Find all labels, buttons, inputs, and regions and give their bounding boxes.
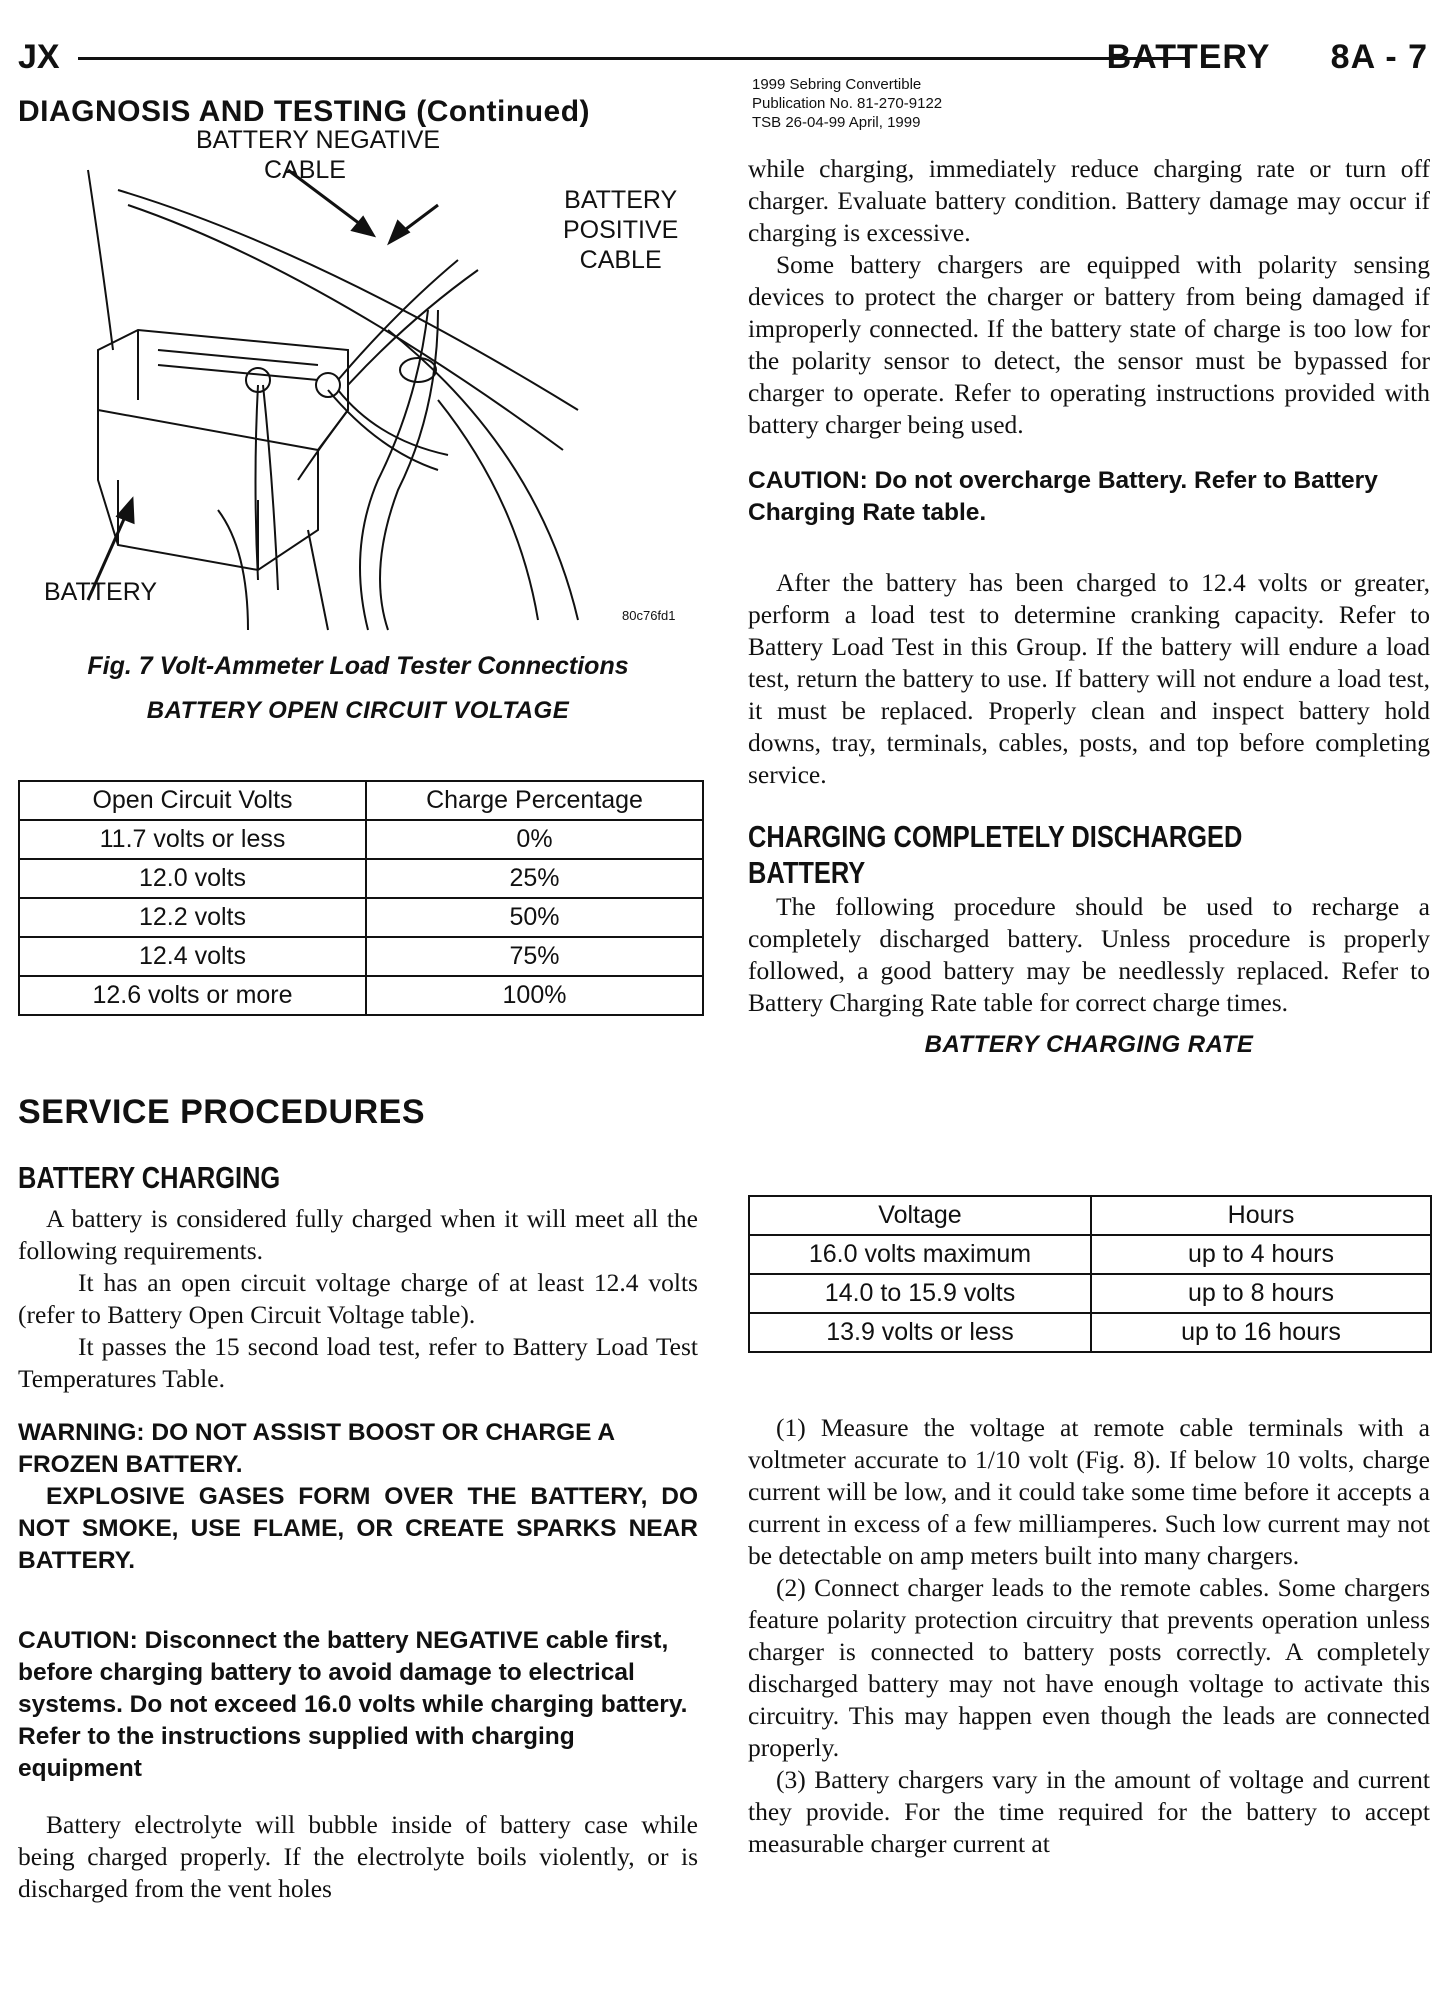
label-positive-cable: BATTERY POSITIVE CABLE [563, 186, 679, 274]
right-column-text [748, 153, 1430, 1059]
table-cell: 25% [366, 859, 703, 898]
section-code: JX [18, 38, 60, 76]
table-cell: 100% [366, 976, 703, 1015]
figure-code: 80c76fd1 [622, 608, 676, 623]
table-header: Voltage [749, 1196, 1091, 1235]
table-cell: 16.0 volts maximum [749, 1235, 1091, 1274]
ocv-table [18, 780, 704, 1016]
tsb-info [752, 75, 942, 132]
table-cell: 12.6 volts or more [19, 976, 366, 1015]
warning-text: WARNING: DO NOT ASSIST BOOST OR CHARGE A FROZEN BATTERY. [18, 1419, 615, 1478]
caution-text: CAUTION: Disconnect the battery NEGATIVE cable first, before charging battery to avoid damage to electrical systems. Do not exceed 16.0 volts while charging battery. Refer to the instructions supplied with charging equipment [18, 1627, 688, 1782]
left-column-text [18, 1203, 698, 1905]
rate-table [748, 1195, 1432, 1353]
table-row [19, 937, 703, 976]
service-procedures-heading: SERVICE PROCEDURES [18, 1093, 426, 1131]
procedure-step: (1) Measure the voltage at remote cable terminals with a voltmeter accurate to 1/10 volt (Fig. 8). If below 10 volts, charge current will be low, and it could take some time before it accepts a current in excess of a few milliamperes. Such low current may not be detectable on amp meters built into many chargers. [748, 1413, 1430, 1570]
table-cell: 14.0 to 15.9 volts [749, 1274, 1091, 1313]
header-rule [78, 57, 1188, 60]
table-header: Open Circuit Volts [19, 781, 366, 820]
table-row [19, 976, 703, 1015]
procedure-step: (3) Battery chargers vary in the amount of voltage and current they provide. For the time required for the battery to accept measurable charger current at [748, 1765, 1430, 1858]
paragraph: The following procedure should be used to recharge a completely discharged battery. Unless procedure is properly followed, a good battery may be needlessly replaced. Refer to Battery Charging Rate table for correct charge times. [748, 892, 1430, 1017]
table-cell: 50% [366, 898, 703, 937]
table-cell: up to 16 hours [1091, 1313, 1431, 1352]
paragraph: After the battery has been charged to 12.4 volts or greater, perform a load test to determine cranking capacity. Refer to Battery Load Test in this Group. If the battery will endure a load test, return the battery to use. If battery will not endure a load test, it must be replaced. Properly clean and inspect battery hold downs, tray, terminals, cables, posts, and top before completing service. [748, 568, 1430, 789]
caution-text: CAUTION: Do not overcharge Battery. Refer to Battery Charging Rate table. [748, 467, 1378, 526]
table-cell: up to 4 hours [1091, 1235, 1431, 1274]
battery-charging-heading: BATTERY CHARGING [18, 1160, 281, 1195]
table-cell: 13.9 volts or less [749, 1313, 1091, 1352]
label-battery: BATTERY [44, 578, 157, 606]
discharged-heading: CHARGING COMPLETELY DISCHARGED BATTERY [748, 819, 1243, 890]
paragraph: A battery is considered fully charged when it will meet all the following requirements. [18, 1204, 698, 1265]
ocv-table-title: BATTERY OPEN CIRCUIT VOLTAGE [146, 697, 570, 724]
table-header-row [19, 781, 703, 820]
table-row [19, 820, 703, 859]
table-cell: 75% [366, 937, 703, 976]
table-cell: 12.0 volts [19, 859, 366, 898]
table-row [749, 1274, 1431, 1313]
table-cell: up to 8 hours [1091, 1274, 1431, 1313]
table-cell: 0% [366, 820, 703, 859]
tsb-line-1: 1999 Sebring Convertible [752, 76, 922, 93]
table-header: Hours [1091, 1196, 1431, 1235]
paragraph: Some battery chargers are equipped with polarity sensing devices to protect the charger or battery from being damaged if improperly connected. If the battery state of charge is too low for the polarity sensor to detect, the sensor must be bypassed for charger to operate. Refer to operating instructions provided with battery charger being used. [748, 250, 1430, 439]
table-row [19, 859, 703, 898]
warning-text: EXPLOSIVE GASES FORM OVER THE BATTERY, DO NOT SMOKE, USE FLAME, OR CREATE SPARKS NEAR BATTERY. [18, 1483, 698, 1574]
label-negative-cable: BATTERY NEGATIVE CABLE [196, 126, 441, 184]
figure-caption: Fig. 7 Volt-Ammeter Load Tester Connections [87, 652, 629, 680]
procedure-step: (2) Connect charger leads to the remote cables. Some chargers feature polarity protection circuitry that prevents operation unless charger is connected to battery posts correctly. A completely discharged battery may not have enough voltage to activate this circuitry. This may happen even though the leads are connected properly. [748, 1573, 1430, 1762]
figure-7 [18, 126, 698, 640]
rate-table-title: BATTERY CHARGING RATE [924, 1031, 1254, 1058]
table-header: Charge Percentage [366, 781, 703, 820]
tsb-line-3: TSB 26-04-99 April, 1999 [752, 114, 921, 131]
page-header-right [1107, 38, 1428, 77]
paragraph: It has an open circuit voltage charge of at least 12.4 volts (refer to Battery Open Circuit Voltage table). [18, 1268, 698, 1329]
table-cell: 12.2 volts [19, 898, 366, 937]
table-cell: 12.4 volts [19, 937, 366, 976]
table-row [749, 1313, 1431, 1352]
paragraph: while charging, immediately reduce charging rate or turn off charger. Evaluate battery condition. Battery damage may occur if charging is excessive. [748, 154, 1430, 247]
table-cell: 11.7 volts or less [19, 820, 366, 859]
section-title: BATTERY [1106, 38, 1270, 76]
table-header-row [749, 1196, 1431, 1235]
tsb-line-2: Publication No. 81-270-9122 [752, 95, 943, 112]
right-column-steps [748, 1412, 1430, 1860]
section-heading: DIAGNOSIS AND TESTING (Continued) [18, 95, 591, 128]
page-number: 8A - 7 [1330, 38, 1428, 76]
table-row [19, 898, 703, 937]
paragraph: It passes the 15 second load test, refer to Battery Load Test Temperatures Table. [18, 1332, 698, 1393]
paragraph: Battery electrolyte will bubble inside of battery case while being charged properly. If the electrolyte boils violently, or is discharged from the vent holes [18, 1810, 698, 1903]
table-row [749, 1235, 1431, 1274]
